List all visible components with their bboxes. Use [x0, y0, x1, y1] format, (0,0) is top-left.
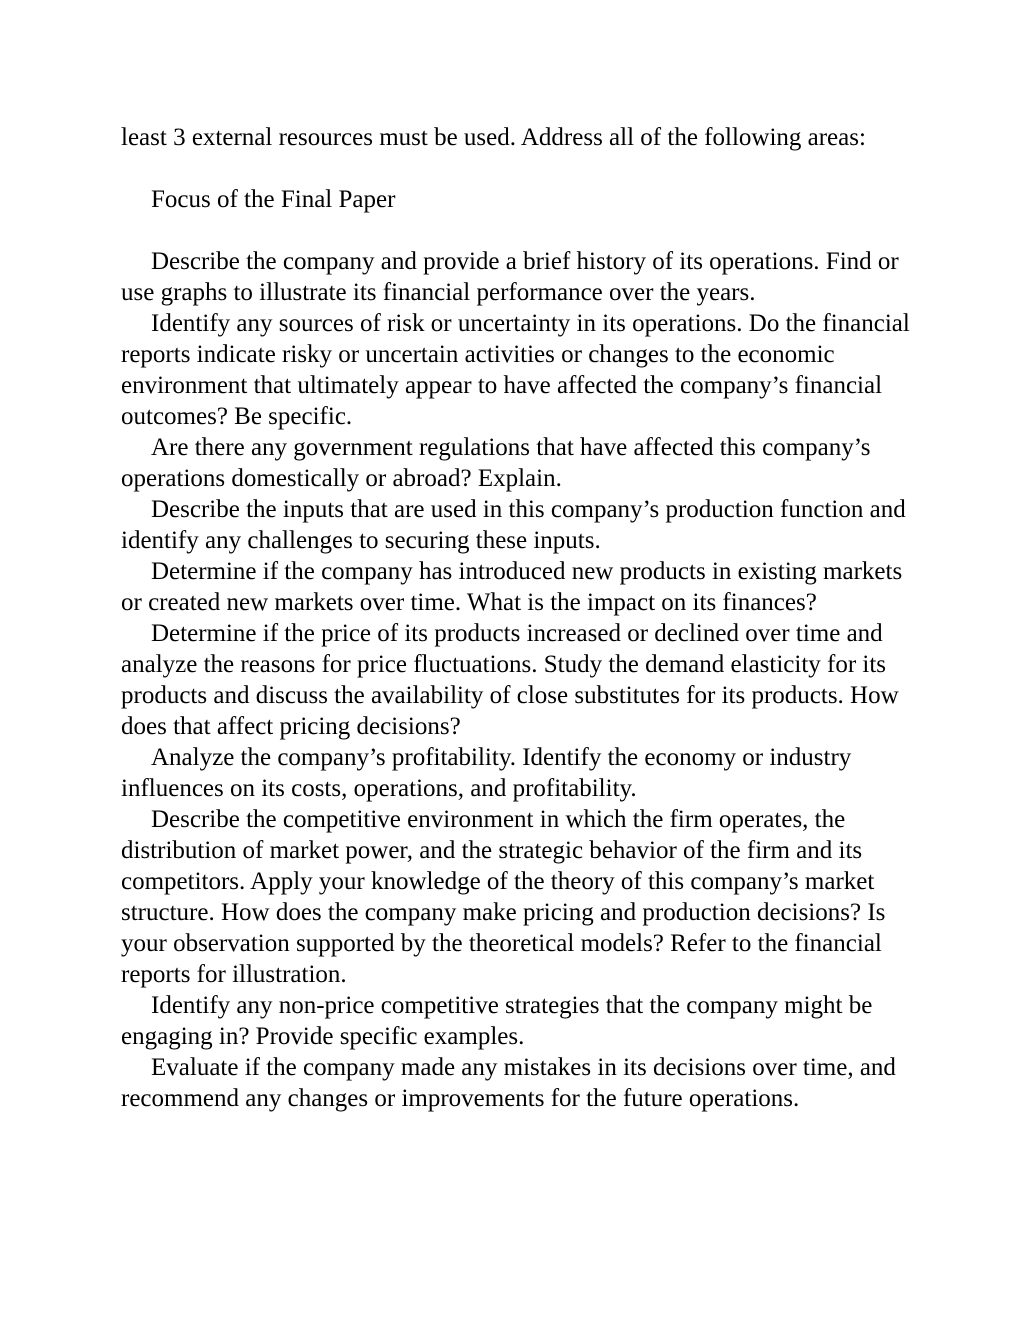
requirement-item: Determine if the company has introduced new products in existing markets or created new markets over time. What is the impact on its finances?	[121, 558, 903, 616]
document-body	[121, 122, 921, 1114]
requirement-item: Analyze the company’s profitability. Identify the economy or industry influences on its costs, operations, and profitability.	[121, 744, 852, 802]
intro-paragraph: least 3 external resources must be used. Address all of the following areas:	[121, 124, 866, 151]
requirement-item: Describe the company and provide a brief history of its operations. Find or use graphs to illustrate its financial performance over the years.	[121, 248, 899, 306]
requirement-item: Evaluate if the company made any mistakes in its decisions over time, and recommend any changes or improvements for the future operations.	[121, 1054, 896, 1112]
requirement-item: Identify any sources of risk or uncertainty in its operations. Do the financial reports indicate risky or uncertain activities or changes to the economic environment that ultimately appear to have affected the company’s financial outcomes? Be specific.	[121, 310, 910, 430]
requirement-item: Describe the inputs that are used in this company’s production function and identify any challenges to securing these inputs.	[121, 496, 906, 554]
requirements-list	[121, 246, 921, 1114]
requirement-item: Are there any government regulations that have affected this company’s operations domestically or abroad? Explain.	[121, 434, 871, 492]
requirement-item: Describe the competitive environment in which the firm operates, the distribution of market power, and the strategic behavior of the firm and its competitors. Apply your knowledge of the theory of this company’s market structure. How does the company make pricing and production decisions? Is your observation supported by the theoretical models? Refer to the financial reports for illustration.	[121, 806, 886, 988]
requirement-item: Determine if the price of its products increased or declined over time and analyze the reasons for price fluctuations. Study the demand elasticity for its products and discuss the availability of close substitutes for its products. How does that affect pricing decisions?	[121, 620, 899, 740]
requirement-item: Identify any non-price competitive strategies that the company might be engaging in? Provide specific examples.	[121, 992, 873, 1050]
section-heading: Focus of the Final Paper	[151, 186, 396, 213]
